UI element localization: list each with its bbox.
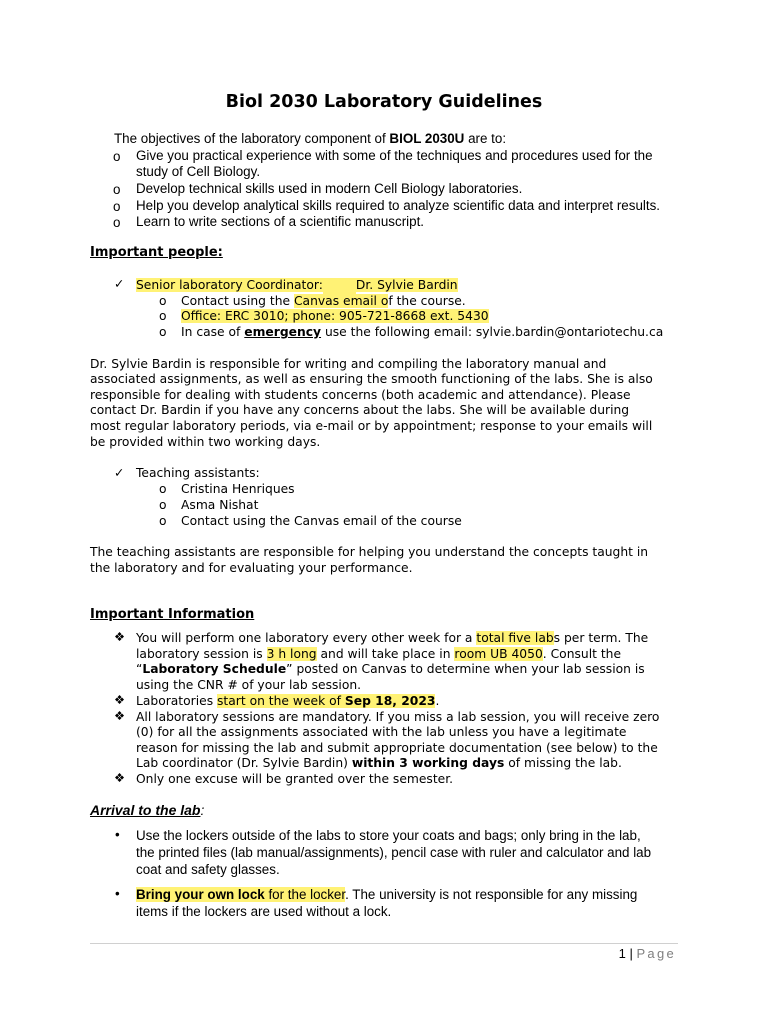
important-info-heading: Important Information — [90, 607, 255, 622]
coordinator-office — [181, 309, 489, 325]
canvas-email-highlight: Canvas email o — [293, 294, 389, 308]
coordinator-label: Senior laboratory Coordinator: — [136, 278, 323, 292]
circle-bullet-icon: o — [113, 182, 121, 197]
circle-bullet-icon: o — [113, 149, 121, 164]
info-text: “ — [136, 662, 143, 676]
circle-bullet-icon: o — [159, 309, 167, 323]
diamond-bullet-icon: ❖ — [114, 771, 126, 785]
info-1-line-3 — [136, 662, 645, 678]
arrival-1-line-2: the printed files (lab manual/assignments), pencil case with ruler and calculator and lab — [136, 845, 652, 860]
footer-divider — [90, 943, 678, 944]
arrival-colon: : — [200, 802, 205, 818]
intro-lead-text: The objectives of the laboratory component of — [114, 131, 390, 146]
info-4: Only one excuse will be granted over the semester. — [136, 772, 454, 786]
course-code: BIOL 2030U — [389, 131, 465, 146]
coordinator-para-1: Dr. Sylvie Bardin is responsible for writing and compiling the laboratory manual and — [90, 357, 607, 371]
diamond-bullet-icon: ❖ — [114, 693, 126, 707]
emergency-email-text: use the following email: sylvie.bardin@ontariotechu.ca — [321, 325, 664, 339]
circle-bullet-icon: o — [159, 325, 167, 339]
ta-item: Contact using the Canvas email of the course — [181, 514, 462, 528]
info-text: . Consult the — [542, 647, 622, 661]
bring-lock-bold: Bring your own lock — [136, 887, 265, 902]
coordinator-para-6: be provided within two working days. — [90, 435, 321, 449]
coordinator-para-5: most regular laboratory periods, via e-mail or by appointment; response to your emails will — [90, 419, 653, 433]
emergency-word: emergency — [244, 325, 322, 339]
check-icon: ✓ — [114, 277, 125, 291]
start-week-highlight: start on the week of — [217, 694, 345, 708]
circle-bullet-icon: o — [159, 294, 167, 308]
footer-separator: | — [625, 946, 637, 961]
five-labs-highlight: total five lab — [476, 631, 554, 645]
contact-text: Contact using the — [181, 294, 294, 308]
info-1-line-2 — [136, 647, 621, 663]
start-date-bold: Sep 18, 2023 — [344, 694, 436, 708]
diamond-bullet-icon: ❖ — [114, 709, 126, 723]
arrival-2-line-1 — [136, 887, 637, 903]
check-icon: ✓ — [114, 466, 125, 480]
coordinator-para-4: contact Dr. Bardin if you have any concerns about the labs. She will be available during — [90, 403, 630, 417]
objective-3: Help you develop analytical skills required to analyze scientific data and interpret results. — [136, 198, 661, 213]
room-highlight: room UB 4050 — [454, 647, 543, 661]
info-text: and will take place in — [316, 647, 455, 661]
info-text: ” posted on Canvas to determine when your lab session is — [286, 662, 645, 676]
page-word: Page — [636, 946, 676, 961]
bullet-dot-icon: • — [115, 886, 120, 901]
info-text: s per term. The — [553, 631, 649, 645]
info-text: You will perform one laboratory every other week for a — [136, 631, 477, 645]
diamond-bullet-icon: ❖ — [114, 630, 126, 644]
info-2 — [136, 694, 439, 710]
info-text: . — [435, 694, 440, 708]
important-people-heading: Important people: — [90, 245, 223, 260]
page-number: 1 — [618, 946, 626, 961]
duration-highlight: 3 h long — [266, 647, 317, 661]
info-3-line-3: reason for missing the lab and submit appropriate documentation (see below) to the — [136, 741, 658, 755]
bullet-dot-icon: • — [115, 827, 120, 842]
info-3-line-2: (0) for all the assignments associated with the lab unless you have a legitimate — [136, 725, 627, 739]
office-phone-highlight: Office: ERC 3010; phone: 905-721-8668 ext. 5430 — [181, 309, 489, 323]
objective-4: Learn to write sections of a scientific manuscript. — [136, 214, 425, 229]
info-3-line-4 — [136, 756, 622, 772]
coordinator-para-3: responsible for dealing with students concerns (both academic and attendance). Please — [90, 388, 631, 402]
coordinator-para-2: associated assignments, as well as ensuring the smooth functioning of the labs. She is also — [90, 372, 653, 386]
deadline-bold: within 3 working days — [351, 756, 505, 770]
ta-item: Cristina Henriques — [181, 482, 295, 496]
info-text: Laboratories — [136, 694, 218, 708]
contact-text-end: f the course. — [388, 294, 466, 308]
ta-item: Asma Nishat — [181, 498, 259, 512]
ta-label: Teaching assistants: — [136, 466, 260, 480]
coordinator-name: Dr. Sylvie Bardin — [355, 278, 458, 292]
coordinator-line — [136, 278, 458, 294]
objective-1-line-1: Give you practical experience with some of the techniques and procedures used for the — [136, 148, 653, 163]
circle-bullet-icon: o — [113, 199, 121, 214]
ta-para-2: the laboratory and for evaluating your performance. — [90, 561, 413, 575]
objective-2: Develop technical skills used in modern Cell Biology laboratories. — [136, 181, 523, 196]
circle-bullet-icon: o — [113, 215, 121, 230]
info-text: of missing the lab. — [504, 756, 622, 770]
circle-bullet-icon: o — [159, 514, 167, 528]
page-footer — [619, 946, 676, 961]
intro-lead-end: are to: — [464, 131, 507, 146]
page-title: Biol 2030 Laboratory Guidelines — [225, 92, 543, 112]
info-3-line-1: All laboratory sessions are mandatory. If you miss a lab session, you will receive zero — [136, 710, 660, 724]
info-text: Lab coordinator (Dr. Sylvie Bardin) — [136, 756, 352, 770]
coordinator-emergency — [181, 325, 663, 341]
locker-highlight: for the locker — [264, 887, 346, 902]
coordinator-contact — [181, 294, 466, 310]
lab-schedule-bold: Laboratory Schedule — [142, 662, 287, 676]
info-1-line-4: using the CNR # of your lab session. — [136, 678, 362, 692]
arrival-2-line-2: items if the lockers are used without a lock. — [136, 904, 392, 919]
info-1-line-1 — [136, 631, 648, 647]
arrival-heading — [90, 802, 204, 818]
objective-1-line-2: study of Cell Biology. — [136, 164, 261, 179]
arrival-1-line-3: coat and safety glasses. — [136, 862, 280, 877]
info-text: laboratory session is — [136, 647, 267, 661]
intro-lead — [114, 131, 506, 147]
circle-bullet-icon: o — [159, 498, 167, 512]
arrival-text: . The university is not responsible for any missing — [345, 887, 638, 902]
ta-para-1: The teaching assistants are responsible for helping you understand the concepts taught in — [90, 545, 649, 559]
arrival-heading-text: Arrival to the lab — [90, 802, 201, 818]
circle-bullet-icon: o — [159, 482, 167, 496]
emergency-text: In case of — [181, 325, 245, 339]
arrival-1-line-1: Use the lockers outside of the labs to store your coats and bags; only bring in the lab, — [136, 828, 641, 843]
